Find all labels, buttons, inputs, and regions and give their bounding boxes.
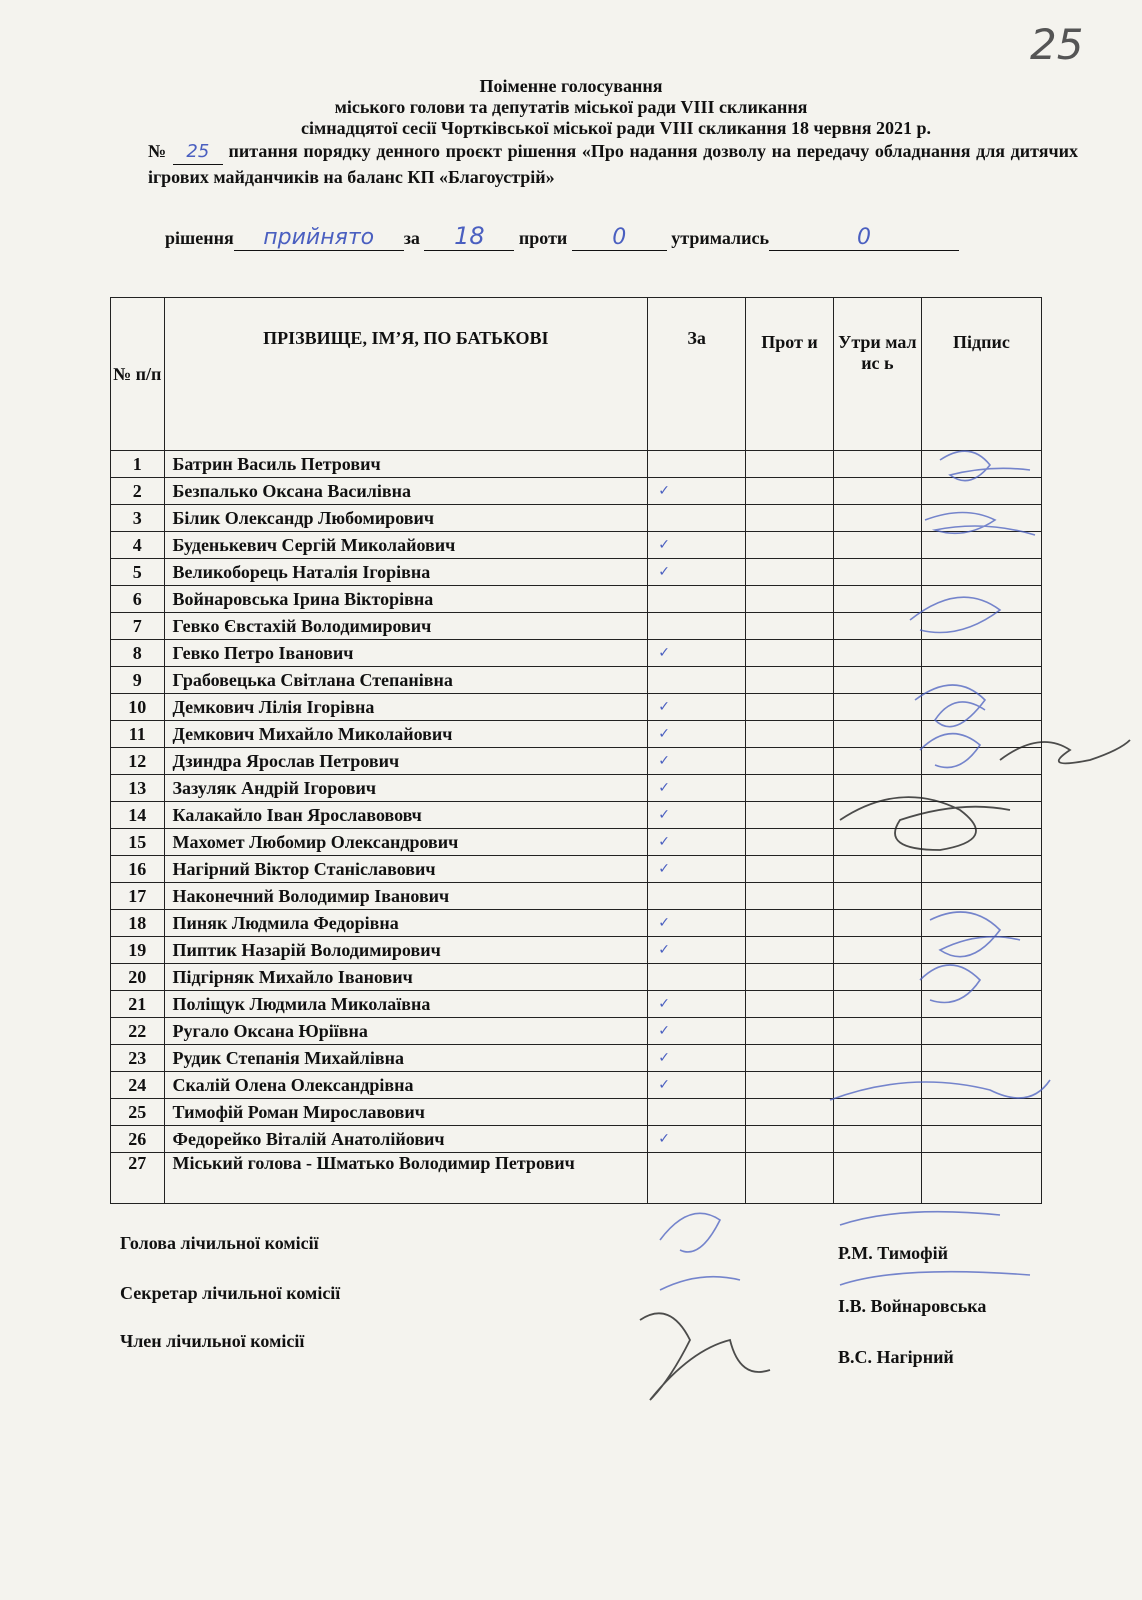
decision-label: рішення — [165, 228, 234, 248]
row-name: Міський голова - Шматько Володимир Петрович — [164, 1153, 648, 1204]
row-vote-za: ✓ — [648, 1018, 746, 1045]
signature-scribble — [920, 734, 980, 768]
signature-scribble — [1000, 740, 1130, 763]
row-vote-za: ✓ — [648, 910, 746, 937]
row-name: Гевко Петро Іванович — [164, 640, 648, 667]
signature-scribble — [925, 513, 1035, 536]
member-label: Член лічильної комісії — [120, 1331, 305, 1351]
row-vote-za: ✓ — [648, 694, 746, 721]
issue-text: питання порядку денного проєкт рішення «Про надання дозволу на передачу обладнання для дитячих ігрових майданчиків на баланс КП «Благоустрій» — [148, 141, 1079, 187]
row-number: 17 — [111, 883, 165, 910]
row-number: 22 — [111, 1018, 165, 1045]
row-number: 23 — [111, 1045, 165, 1072]
row-vote-za: ✓ — [648, 991, 746, 1018]
row-number: 26 — [111, 1126, 165, 1153]
header-num: № п/п — [111, 298, 165, 451]
row-number: 21 — [111, 991, 165, 1018]
row-vote-za: ✓ — [648, 856, 746, 883]
doc-session: сімнадцятої сесії Чортківської міської ради VIII скликання 18 червня 2021 р. — [301, 118, 931, 138]
row-number: 27 — [111, 1153, 165, 1204]
row-number: 4 — [111, 532, 165, 559]
row-number: 25 — [111, 1099, 165, 1126]
header-za: За — [648, 298, 746, 451]
row-name: Поліщук Людмила Миколаївна — [164, 991, 648, 1018]
signature-scribble — [840, 1272, 1030, 1285]
row-name: Ругало Оксана Юріївна — [164, 1018, 648, 1045]
row-name: Наконечний Володимир Іванович — [164, 883, 648, 910]
proty-label: проти — [518, 228, 568, 248]
signature-scribble — [660, 1213, 720, 1252]
issue-prefix: № — [148, 141, 168, 161]
za-count: 18 — [424, 222, 514, 251]
row-number: 15 — [111, 829, 165, 856]
row-vote-za: ✓ — [648, 478, 746, 505]
row-vote-za: ✓ — [648, 1045, 746, 1072]
row-number: 10 — [111, 694, 165, 721]
row-name: Грабовецька Світлана Степанівна — [164, 667, 648, 694]
utr-label: утримались — [671, 228, 769, 248]
row-number: 19 — [111, 937, 165, 964]
row-name: Нагірний Віктор Станіславович — [164, 856, 648, 883]
row-number: 6 — [111, 586, 165, 613]
row-name: Федорейко Віталій Анатолійович — [164, 1126, 648, 1153]
header-proty: Прот и — [746, 298, 834, 451]
row-number: 14 — [111, 802, 165, 829]
za-label: за — [403, 228, 420, 248]
row-vote-za: ✓ — [648, 775, 746, 802]
member-name: В.С. Нагірний — [838, 1347, 954, 1367]
utr-count: 0 — [769, 225, 959, 251]
chair-name: Р.М. Тимофій — [838, 1243, 949, 1263]
row-number: 18 — [111, 910, 165, 937]
row-vote-za: ✓ — [648, 937, 746, 964]
row-number: 12 — [111, 748, 165, 775]
row-name: Скалій Олена Олександрівна — [164, 1072, 648, 1099]
row-number: 1 — [111, 451, 165, 478]
page-number: 25 — [1030, 20, 1084, 69]
signature-scribble — [930, 912, 1020, 957]
signature-scribble — [830, 1080, 1050, 1100]
row-name: Демкович Михайло Миколайович — [164, 721, 648, 748]
secretary-label: Секретар лічильної комісії — [120, 1283, 341, 1303]
row-name: Рудик Степанія Михайлівна — [164, 1045, 648, 1072]
issue-number: 25 — [173, 140, 223, 165]
row-number: 13 — [111, 775, 165, 802]
row-vote-za: ✓ — [648, 748, 746, 775]
row-name: Гевко Євстахій Володимирович — [164, 613, 648, 640]
row-name: Демкович Лілія Ігорівна — [164, 694, 648, 721]
row-name: Войнаровська Ірина Вікторівна — [164, 586, 648, 613]
row-number: 11 — [111, 721, 165, 748]
row-number: 9 — [111, 667, 165, 694]
row-number: 24 — [111, 1072, 165, 1099]
row-number: 7 — [111, 613, 165, 640]
row-name: Білик Олександр Любомирович — [164, 505, 648, 532]
row-vote-za: ✓ — [648, 829, 746, 856]
row-name: Великоборець Наталія Ігорівна — [164, 559, 648, 586]
row-vote-za: ✓ — [648, 532, 746, 559]
row-name: Безпалько Оксана Василівна — [164, 478, 648, 505]
row-name: Підгірняк Михайло Іванович — [164, 964, 648, 991]
signature-scribble — [940, 451, 1030, 481]
row-name: Дзиндра Ярослав Петрович — [164, 748, 648, 775]
signature-scribble — [660, 1277, 740, 1290]
row-vote-za: ✓ — [648, 802, 746, 829]
signature-scribble — [915, 685, 985, 727]
signature-scribble — [640, 1313, 770, 1400]
row-name: Пиптик Назарій Володимирович — [164, 937, 648, 964]
row-name: Зазуляк Андрій Ігорович — [164, 775, 648, 802]
row-vote-za: ✓ — [648, 640, 746, 667]
header-sig: Підпис — [921, 298, 1041, 451]
header-name: ПРІЗВИЩЕ, ІМ’Я, ПО БАТЬКОВІ — [164, 298, 648, 451]
chair-label: Голова лічильної комісії — [120, 1233, 319, 1253]
row-number: 20 — [111, 964, 165, 991]
row-vote-za: ✓ — [648, 559, 746, 586]
row-name: Пиняк Людмила Федорівна — [164, 910, 648, 937]
signature-scribble — [910, 597, 1000, 632]
row-number: 2 — [111, 478, 165, 505]
doc-title: Поіменне голосування — [479, 76, 663, 96]
row-number: 16 — [111, 856, 165, 883]
decision-value: прийнято — [234, 225, 404, 251]
signature-scribble — [920, 965, 980, 1003]
row-number: 8 — [111, 640, 165, 667]
row-name: Батрин Василь Петрович — [164, 451, 648, 478]
doc-subtitle: міського голови та депутатів міської ради VIII скликання — [334, 97, 808, 117]
header-utr: Утри малис ь — [833, 298, 921, 451]
row-name: Калакайло Іван Ярославововч — [164, 802, 648, 829]
row-number: 3 — [111, 505, 165, 532]
row-name: Тимофій Роман Мирославович — [164, 1099, 648, 1126]
signature-scribble — [840, 797, 1010, 850]
row-name: Буденькевич Сергій Миколайович — [164, 532, 648, 559]
row-name: Махомет Любомир Олександрович — [164, 829, 648, 856]
row-number: 5 — [111, 559, 165, 586]
row-vote-za: ✓ — [648, 1072, 746, 1099]
row-vote-za: ✓ — [648, 721, 746, 748]
signature-scribble — [840, 1212, 1000, 1225]
row-vote-za: ✓ — [648, 1126, 746, 1153]
proty-count: 0 — [572, 225, 667, 251]
secretary-name: І.В. Войнаровська — [838, 1296, 987, 1316]
